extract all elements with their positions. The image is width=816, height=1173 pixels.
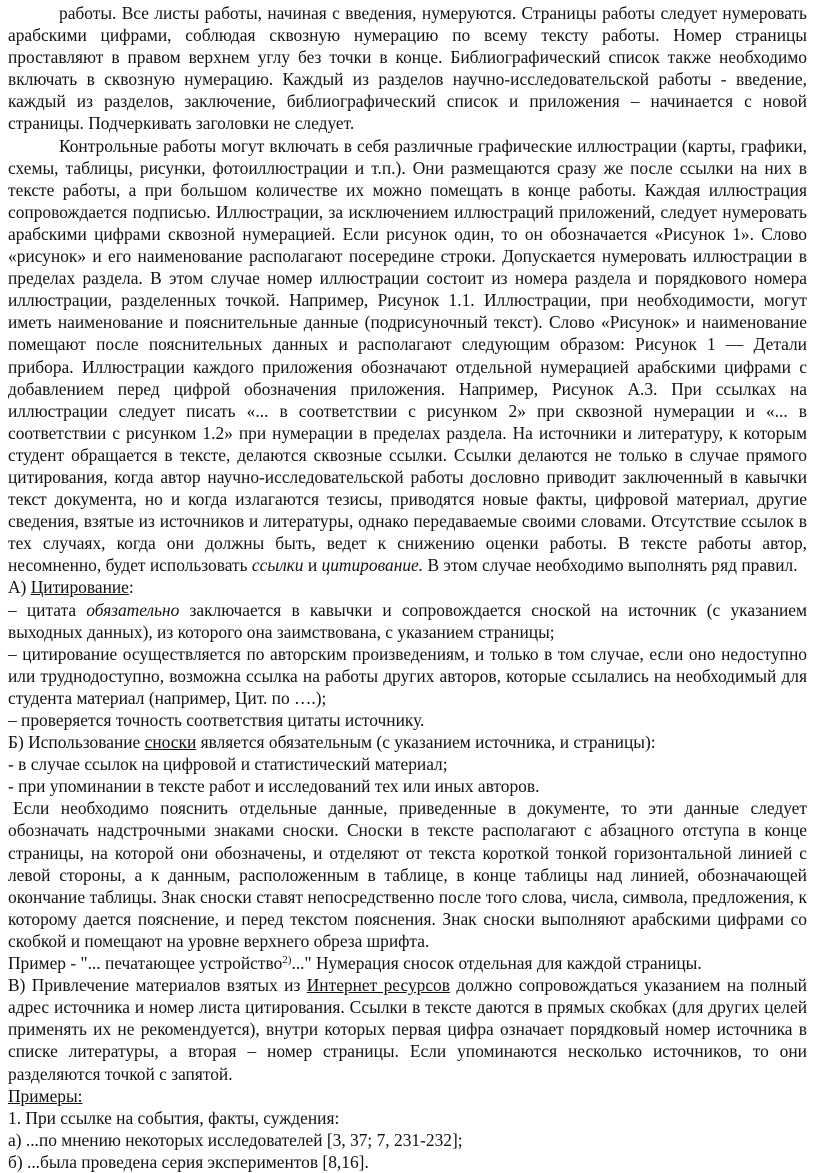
list-item-a2: – цитирование осуществляется по авторским произведениям, и только в том случае, если оно недоступно или труднодоступно, возможна ссылка на работы других авторов, которые ссылались на необходимый для студента материал (например, Цит. по ….); <box>8 643 807 708</box>
footnote-example <box>8 952 807 974</box>
paragraph-illustrations-tail: В этом случае необходимо выполнять ряд правил. <box>423 555 798 576</box>
section-b-title: сноски <box>144 732 197 753</box>
paragraph-footnotes: Если необходимо пояснить отдельные данные, приведенные в документе, то эти данные следует обозначать надстрочными знаками сноски. Сноски в тексте располагают с абзацного отступа в конце страницы, на которой они обозначены, и отделяют от текста короткой тонкой горизонтальной линией с левой стороны, а к данным, расположенным в таблице, в конце таблицы над линией, обозначающей окончание таблицы. Знак сноски ставят непосредственно после того слова, числа, символа, предложения, к которому дается пояснение, и перед текстом пояснения. Знак сноски выполняют арабскими цифрами со скобкой и помещают на уровне верхнего обреза шрифта. <box>8 798 807 951</box>
section-a-heading <box>8 576 807 598</box>
section-c-prefix: В) Привлечение материалов взятых из <box>8 975 307 996</box>
section-a-suffix: : <box>128 577 134 598</box>
section-b-heading <box>8 731 807 753</box>
list-item-a3: – проверяется точность соответствия цитаты источнику. <box>8 710 425 730</box>
list-item-b2: - при упоминании в тексте работ и исследований тех или иных авторов. <box>8 776 540 797</box>
conjunction-and: и <box>303 555 322 576</box>
section-a-title: Цитирование <box>30 577 129 598</box>
paragraph-illustrations-text: Контрольные работы могут включать в себя различные графические иллюстрации (карты, графики, схемы, таблицы, рисунки, фотоиллюстрации и т.п.). Они размещаются сразу же после ссылки на них в тексте работы, а при большом количестве их можно помещать в конце работы. Каждая иллюстрация сопровождается подписью. Иллюстрации, за исключением иллюстраций приложений, следует нумеровать арабскими цифрами сквозной нумерацией. Если рисунок один, то он обозначается «Рисунок 1». Слово «рисунок» и его наименование располагают посередине строки. Допускается нумеровать иллюстрации в пределах раздела. В этом случае номер иллюстрации состоит из номера раздела и порядкового номера иллюстрации, разделенных точкой. Например, Рисунок 1.1. Иллюстрации, при необходимости, могут иметь наименование и пояснительные данные (подрисуночный текст). Слово «Рисунок» и наименование помещают после пояснительных данных и располагают следующим образом: Рисунок 1 — Детали прибора. Иллюстрации каждого приложения обозначают отдельной нумерацией арабскими цифрами с добавлением перед цифрой обозначения приложения. Например, Рисунок А.3. При ссылках на иллюстрации следует писать «... в соответствии с рисунком 2» при сквозной нумерации и «... в соответствии с рисунком 1.2» при нумерации в пределах раздела. На источники и литературу, к которым студент обращается в тексте, делаются сквозные ссылки. Ссылки делаются не только в случае прямого цитирования, когда автор научно-исследовательской работы дословно приводит заключенный в кавычки текст документа, но и когда излагаются тезисы, приводятся новые факты, цифровой материал, другие сведения, взятые из источников и литературы, однако передаваемые своими словами. Отсутствие ссылок в тех случаях, когда они должны быть, ведет к снижению оценки работы. В тексте работы автор, несомненно, будет использовать <box>8 135 807 576</box>
list-item-a1 <box>8 599 807 643</box>
section-c-title: Интернет ресурсов <box>306 975 450 996</box>
emphasis-links: ссылки <box>251 555 304 576</box>
section-c-suffix: должно сопровождаться указанием на полный адрес источника и номер листа цитирования. Ссылки в тексте даются в прямых скобках (для других целей применять их не рекомендуется), внутри которых первая цифра означает порядковый номер источника в списке литературы, а вторая – номер страницы. Если упоминаются несколько источников, то они разделяются точкой с запятой. <box>8 975 807 1084</box>
footnote-example-pre: Пример - "... печатающее устройство <box>8 953 283 974</box>
section-b-suffix: является обязательным (с указанием источника, и страницы): <box>196 732 656 753</box>
footnote-example-post: ..." Нумерация сносок отдельная для каждой страницы. <box>291 953 702 974</box>
list-item-b1: - в случае ссылок на цифровой и статистический материал; <box>8 754 448 775</box>
list-item-a1-pre: – цитата <box>8 599 87 620</box>
examples-item-1a: а) ...по мнению некоторых исследователей [3, 37; 7, 231-232]; <box>8 1129 463 1150</box>
section-a-prefix: А) <box>8 577 31 598</box>
examples-item-1b: б) ...была проведена серия экспериментов [8,16]. <box>8 1151 369 1172</box>
section-c-paragraph <box>8 974 807 1084</box>
paragraph-page-numbering: работы. Все листы работы, начиная с введения, нумеруются. Страницы работы следует нумеровать арабскими цифрами, соблюдая сквозную нумерацию по всему тексту работы. Номер страницы проставляют в правом верхнем углу без точки в конце. Библиографический список также необходимо включать в сквозную нумерацию. Каждый из разделов научно-исследовательской работы - введение, каждый из разделов, заключение, библиографический список и приложения – начинается с новой страницы. Подчеркивать заголовки не следует. <box>8 3 807 134</box>
list-item-a1-post: заключается в кавычки и сопровождается сноской на источник (с указанием выходных данных), из которого она заимствована, с указанием страницы; <box>8 599 807 642</box>
examples-heading: Примеры: <box>8 1085 83 1106</box>
paragraph-illustrations <box>8 135 807 577</box>
emphasis-mandatory: обязательно <box>86 599 180 620</box>
footnote-marker: 2) <box>282 954 292 967</box>
section-b-prefix: Б) Использование <box>8 732 145 753</box>
examples-item-1: 1. При ссылке на события, факты, суждения: <box>8 1107 340 1128</box>
emphasis-citation: цитирование. <box>321 555 424 576</box>
